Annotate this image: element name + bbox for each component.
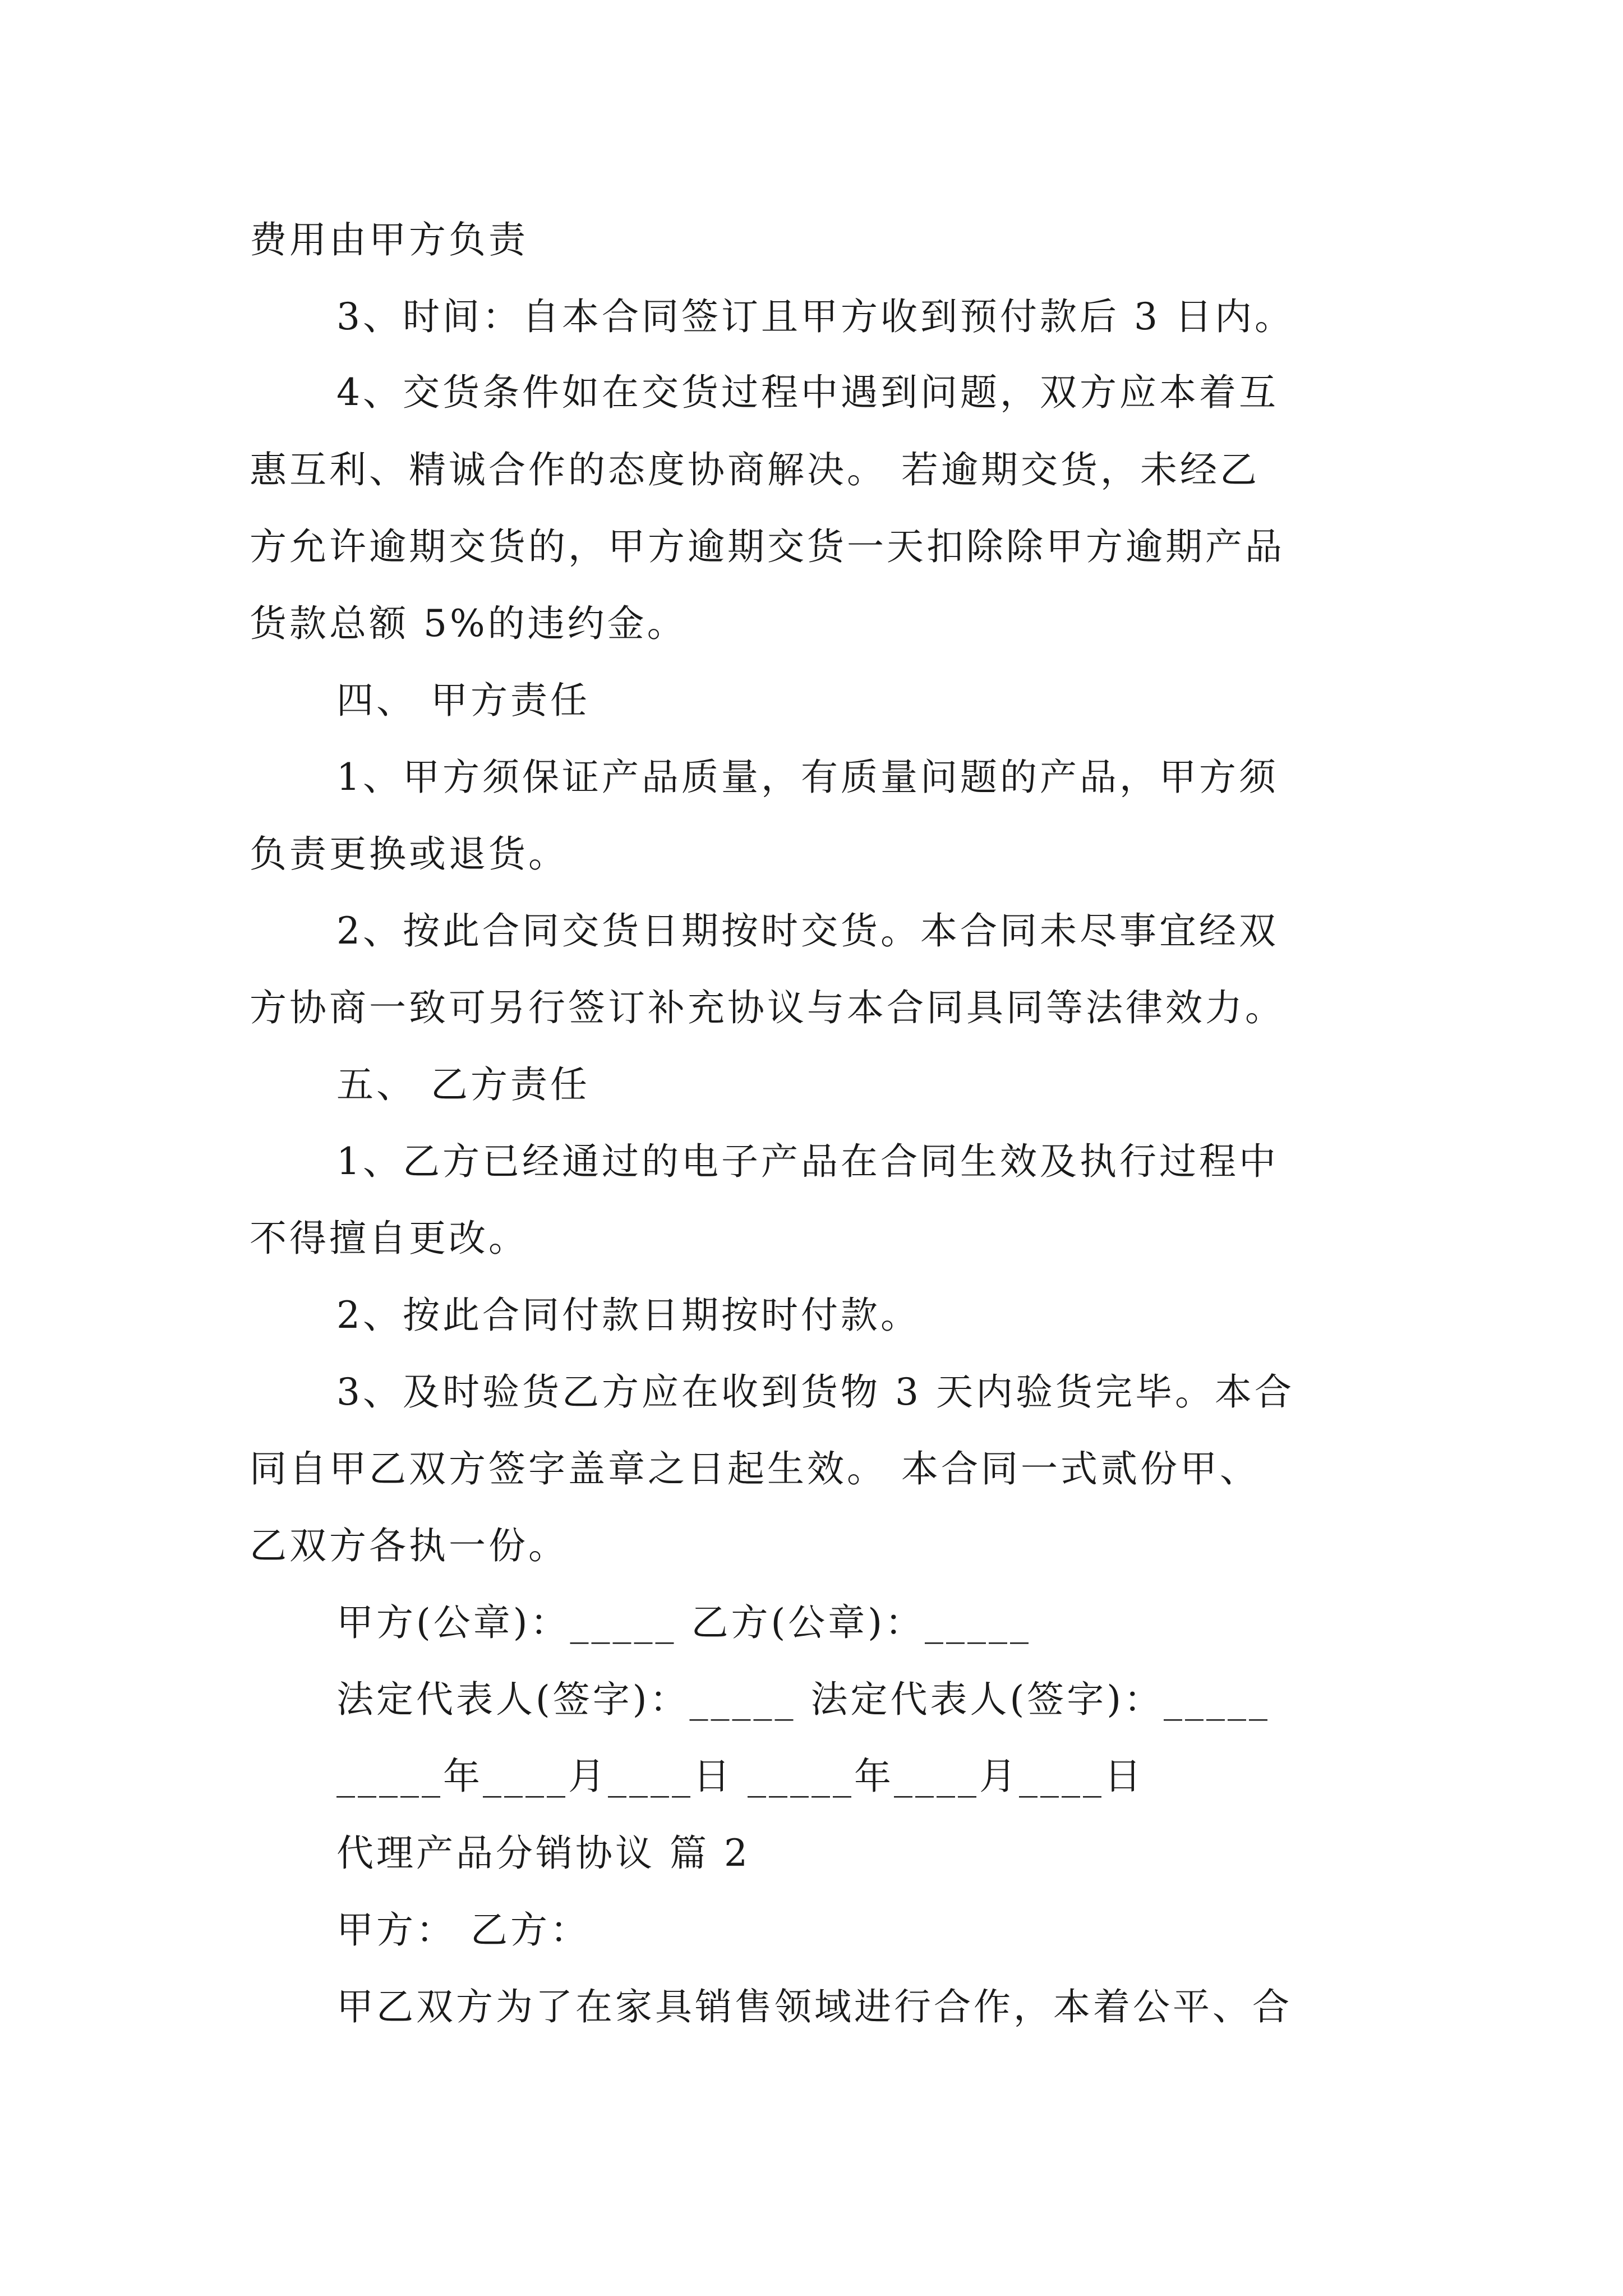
text-line: 不得擅自更改。 <box>250 1217 528 1260</box>
clause-b-2: 2、按此合同付款日期按时付款。 <box>336 1294 920 1337</box>
seal-signature-line: 甲方(公章)：_____ 乙方(公章)：_____ <box>336 1601 1031 1644</box>
clause-a-2: 2、按此合同交货日期按时交货。本合同未尽事宜经双 <box>336 909 1279 953</box>
text-line: 方允许逾期交货的，甲方逾期交货一天扣除除甲方逾期产品 <box>250 525 1285 568</box>
text-line: 甲乙双方为了在家具销售领域进行合作，本着公平、合 <box>336 1985 1292 2028</box>
section-heading-party-b: 五、 乙方责任 <box>336 1063 590 1106</box>
text-line: 费用由甲方负责 <box>250 218 528 261</box>
text-line: 乙双方各执一份。 <box>250 1524 568 1567</box>
legal-rep-signature-line: 法定代表人(签字)：_____ 法定代表人(签字)：_____ <box>336 1678 1270 1721</box>
text-line: 惠互利、精诚合作的态度协商解决。 若逾期交货，未经乙 <box>250 448 1260 491</box>
text-line: 方协商一致可另行签订补充协议与本合同具同等法律效力。 <box>250 986 1285 1029</box>
text-line: 负责更换或退货。 <box>250 832 568 876</box>
text-line: 同自甲乙双方签字盖章之日起生效。 本合同一式贰份甲、 <box>250 1447 1260 1490</box>
section-heading-party-a: 四、 甲方责任 <box>336 679 590 722</box>
clause-4-delivery: 4、交货条件如在交货过程中遇到问题，双方应本着互 <box>336 371 1279 414</box>
clause-3-time: 3、时间：自本合同签订且甲方收到预付款后 3 日内。 <box>336 295 1294 338</box>
date-line: _____年____月____日 _____年____月____日 <box>336 1755 1144 1798</box>
parties-line: 甲方： 乙方： <box>336 1908 590 1952</box>
clause-b-1: 1、乙方已经通过的电子产品在合同生效及执行过程中 <box>336 1140 1279 1183</box>
agreement-title: 代理产品分销协议 篇 2 <box>336 1832 750 1875</box>
clause-a-1: 1、甲方须保证产品质量，有质量问题的产品，甲方须 <box>336 756 1279 799</box>
text-line: 货款总额 5%的违约金。 <box>250 602 687 645</box>
clause-b-3: 3、及时验货乙方应在收到货物 3 天内验货完毕。本合 <box>336 1370 1294 1414</box>
